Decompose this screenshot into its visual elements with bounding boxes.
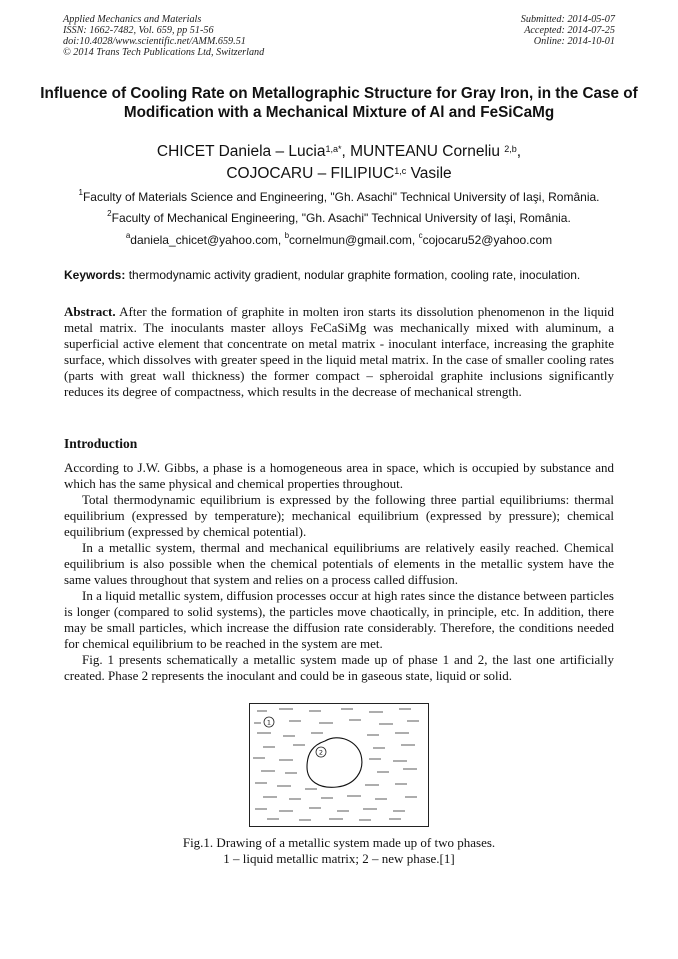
author-1: CHICET Daniela – Lucia [156,143,326,160]
abstract [64,304,614,400]
keywords-label: Keywords: [64,268,126,282]
email-b[interactable]: cornelmun@gmail.com, [289,233,419,247]
affiliation-2-mark: 2 [107,209,112,218]
author-line-2 [40,163,638,185]
affiliation-1 [30,190,648,204]
intro-paragraph: In a metallic system, thermal and mechanical equilibriums are relatively easily reached. Chemical equilibrium is also possible when the chemical potentials of elements in the metallic system have the same values throughout that system and relies on a process called diffusion. [64,540,614,587]
author-separator: , [516,143,522,160]
email-c[interactable]: cojocaru52@yahoo.com [422,233,553,247]
introduction-body [64,460,614,684]
submitted-date: Submitted: 2014-05-07 [520,14,615,25]
affiliation-1-text: Faculty of Materials Science and Engineering, "Gh. Asachi" Technical University of Iaşi, România. [82,190,600,204]
two-phase-system-figure [249,703,429,827]
introduction-heading: Introduction [64,436,138,451]
author-2: MUNTEANU Corneliu [350,143,505,160]
intro-paragraph: In a liquid metallic system, diffusion processes occur at high rates since the distance between particles is longer (compared to solid systems), the particles move chaotically, in principle, etc. In addition, there may be small particles, which increase the diffusion rate considerably. Therefore, the conditions needed for chemical equilibrium to be reached in the system are met. [64,588,614,651]
email-c-mark: c [418,231,423,240]
journal-header-left [63,15,264,59]
phase-1-label: 1 [266,718,272,727]
abstract-text: After the formation of graphite in molten iron starts its dissolution phenomenon in the liquid metal matrix. The inoculants master alloys FeCaSiMg was mechanically mixed with aluminum, a superficial active element that concentrate on metal matrix - inoculant interface, increasing the graphite surface, which dissolves with greater speed in the liquid metal matrix. In the case of smaller cooling rates (parts with great wall thickness) the former compact – spheroidal graphite inclusions significantly reduces its degree of compactness, which results in the decrease of mechanical strength. [64,304,614,399]
email-a[interactable]: daniela_chicet@yahoo.com, [130,233,285,247]
affiliation-2-text: Faculty of Mechanical Engineering, "Gh. Asachi" Technical University of Iaşi, România. [111,211,571,225]
journal-doi[interactable]: doi:10.4028/www.scientific.net/AMM.659.51 [63,35,246,47]
author-line-1 [40,141,638,163]
accepted-date: Accepted: 2014-07-25 [524,24,615,36]
copyright-line: © 2014 Trans Tech Publications Ltd, Switzerland [63,46,265,58]
author-3-given-name: Vasile [406,165,452,182]
caption-line-1: Fig.1. Drawing of a metallic system made up of two phases. [182,835,496,850]
affiliation-2 [30,211,648,225]
journal-header-right [521,15,615,48]
author-list [40,141,638,185]
online-date: Online: 2014-10-01 [533,35,615,47]
intro-paragraph: According to J.W. Gibbs, a phase is a homogeneous area in space, which is occupied by substance and which has the same physical and chemical properties throughout. [64,460,614,491]
journal-issn: ISSN: 1662-7482, Vol. 659, pp 51-56 [63,24,214,36]
keywords [64,268,580,282]
author-3-affil-mark: 1,c [394,166,407,176]
paper-title: Influence of Cooling Rate on Metallographic Structure for Gray Iron, in the Case of Modification with a Mechanical Mixture of Al and FeSiCaMg [40,85,638,121]
author-1-affil-mark: 1,a* [325,144,342,154]
phase-2-label: 2 [318,748,324,757]
intro-paragraph: Fig. 1 presents schematically a metallic system made up of phase 1 and 2, the last one artificially created. Phase 2 represents the inoculant and could be in gaseous state, liquid or solid. [64,652,614,683]
abstract-label: Abstract. [64,304,116,319]
author-separator: , [341,143,351,160]
keywords-text: thermodynamic activity gradient, nodular graphite formation, cooling rate, inoculation. [125,268,581,282]
email-a-mark: a [125,231,131,240]
author-2-affil-mark: 2,b [504,144,517,154]
affiliation-1-mark: 1 [78,188,83,197]
author-emails [30,233,648,247]
intro-paragraph: Total thermodynamic equilibrium is expressed by the following three partial equilibriums: thermal equilibrium (expressed by temperature); mechanical equilibrium (expressed by pressure); chemical equilibrium (expressed by chemical potential). [64,492,614,539]
figure-caption [100,835,578,867]
caption-line-2: 1 – liquid metallic matrix; 2 – new phase.[1] [223,851,455,866]
email-b-mark: b [284,231,290,240]
journal-name: Applied Mechanics and Materials [63,14,202,25]
author-3: COJOCARU – FILIPIUC [226,165,395,182]
